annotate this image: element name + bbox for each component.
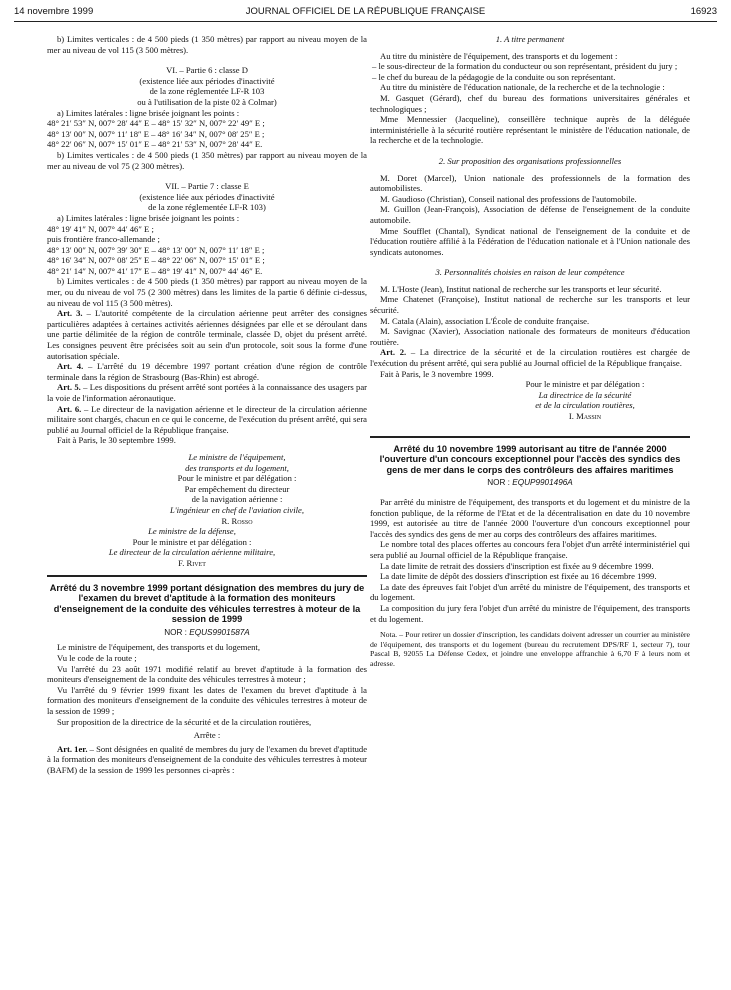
subsection-title: 1. A titre permanent [495, 34, 565, 44]
paragraph: La composition du jury fera l'objet d'un arrêté du ministre de l'équipement, des transports et du logement. [370, 602, 690, 624]
signature-line: La directrice de la sécurité [538, 389, 632, 400]
nor-label: NOR : [487, 478, 513, 488]
signature-line: Pour le ministre et par délégation : [132, 536, 252, 547]
paragraph: Mme Chatenet (Françoise), Institut national de recherche sur les transports et leur sécurité. [370, 294, 690, 316]
coordinates-line: 48° 19′ 41″ N, 007° 44′ 46″ E ; [47, 223, 154, 234]
left-column [47, 34, 367, 776]
article-text: – L'arrêté du 19 décembre 1997 portant création d'une région de contrôle terminale dans la région de Strasbourg (Bas-Rhin) est abrogé. [47, 361, 367, 382]
paragraph: Le nombre total des places offertes au concours fera l'objet d'un arrêté interministériel qui sera publié au Journal officiel de la République française. [370, 539, 690, 560]
done-at: Fait à Paris, le 30 septembre 1999. [57, 435, 176, 446]
coordinates-line: 48° 13′ 00″ N, 007° 39′ 30″ E – 48° 13′ 00″ N, 007° 11′ 18″ E ; [47, 244, 265, 255]
paragraph: M. L'Hoste (Jean), Institut national de recherche sur les transports et leur sécurité. [380, 283, 662, 294]
article-text: – Le directeur de la navigation aérienne et le directeur de la circulation aérienne militaire sont chargés, chacun en ce qui le concerne, de l'exécution du présent arrêté, qui sera publié au Journal officiel de la République française. [47, 403, 367, 435]
paragraph: La date limite de dépôt des dossiers d'inscription est fixée au 16 décembre 1999. [380, 571, 657, 582]
signature-line: Pour le ministre et par délégation : [525, 379, 645, 390]
coordinates-line: 48° 13′ 00″ N, 007° 11′ 18″ E – 48° 16′ 34″ N, 007° 08′ 25″ E ; [47, 128, 265, 139]
signature-line: des transports et du logement, [185, 462, 289, 473]
paragraph: Mme Soufflet (Chantal), Syndicat national de l'enseignement de la conduite et de l'éducation routière affilié à la Fédération de l'éducation nationale et à l'Union nationale des syndicats autonomes. [370, 225, 690, 257]
paragraph: Par arrêté du ministre de l'équipement, des transports et du logement et du ministre de la fonction publique, de la réforme de l'Etat et de la décentralisation en date du 10 novembre 1999, est autorisée au titre de l'année 2000 l'ouverture d'un concours exceptionnel pour l'accès des syndics des gens de mer au corps des contrôleurs des affaires maritimes. [370, 496, 690, 539]
subsection-title: 2. Sur proposition des organisations professionnelles [438, 155, 622, 166]
paragraph: b) Limites verticales : de 4 500 pieds (1 350 mètres) par rapport au niveau moyen de la mer au niveau de vol 75 (2 300 mètres). [47, 149, 367, 171]
article-label: Art. 3. [57, 308, 83, 319]
text-line: (existence liée aux périodes d'inactivité [139, 75, 275, 86]
coordinates-line: 48° 16′ 34″ N, 007° 08′ 25″ E – 48° 22′ 06″ N, 007° 15′ 01″ E ; [47, 255, 265, 266]
arrete-heading: Arrête : [193, 730, 221, 741]
header-date: 14 novembre 1999 [14, 6, 94, 17]
text-line: ou à l'utilisation de la piste 02 à Colmar) [137, 96, 277, 107]
article-text: – Sont désignées en qualité de membres du jury de l'examen du brevet d'aptitude à la formation des moniteurs d'enseignement de la conduite des véhicules terrestres à moteur (BAFM) de la session de 1999 les personnes ci-après : [47, 743, 368, 775]
header-page-number: 16923 [690, 6, 717, 17]
paragraph: Vu l'arrêté du 9 février 1999 fixant les dates de l'examen du brevet d'aptitude à la formation des moniteurs d'enseignement de la conduite des véhicules terrestres à moteur de la session de 1999 ; [47, 684, 367, 717]
article-4 [47, 361, 367, 382]
nor-code: EQUP9901496A [512, 478, 573, 488]
signature-line: de la navigation aérienne : [191, 494, 283, 505]
paragraph: M. Catala (Alain), association L'École de conduite française. [380, 315, 590, 326]
signatory-name: R. Rosso [221, 515, 253, 526]
nota-note: Nota. – Pour retirer un dossier d'inscription, les candidats doivent adresser un courrier au ministère de l'équipement, des transports et du logement (bureau du recrutement DPS/RF 1, secteur 7), tour Pascal B, 92055 La Défense Cedex, et joindre une enveloppe affranchie à 6,70 F à leurs nom et adresse. [370, 630, 690, 668]
paragraph: Le ministre de l'équipement, des transports et du logement, [57, 642, 260, 653]
coordinates-line: puis frontière franco-allemande ; [47, 234, 160, 245]
signatory-name: F. Rivet [178, 557, 206, 568]
paragraph: M. Guillon (Jean-François), Association de défense de l'enseignement de la conduite automobile. [370, 204, 690, 225]
nor-reference [370, 478, 690, 489]
nor-reference [47, 628, 367, 639]
page-header [14, 6, 717, 20]
paragraph: Vu le code de la route ; [57, 653, 137, 664]
paragraph: M. Savignac (Xavier), Association nationale des formateurs de moniteurs d'éducation routière. [370, 326, 690, 347]
text-line: de la zone réglementée LF-R 103 [149, 86, 265, 97]
paragraph: b) Limites verticales : de 4 500 pieds (1 350 mètres) par rapport au niveau moyen de la mer, ou du niveau de vol 75 (2 300 mètres) dans les limites de la partie 6 définie ci-dessus, au niveau de vol 115 (3 500 mètres). [47, 276, 367, 308]
header-journal-title: JOURNAL OFFICIEL DE LA RÉPUBLIQUE FRANÇAISE [245, 6, 486, 17]
coordinates-line: 48° 21′ 53″ N, 007° 28′ 44″ E – 48° 15′ 32″ N, 007° 22′ 49″ E ; [47, 118, 265, 129]
article-text: – La directrice de la sécurité et de la circulation routières est chargée de l'exécution du présent arrêté, qui sera publié au Journal officiel de la République française. [370, 347, 690, 369]
article-3 [47, 308, 367, 361]
paragraph: M. Doret (Marcel), Union nationale des professionnels de la formation des automobilistes. [370, 172, 690, 194]
list-item: – le chef du bureau de la pédagogie de la conduite ou son représentant. [372, 71, 616, 82]
done-at: Fait à Paris, le 3 novembre 1999. [380, 368, 494, 379]
decree-title: Arrêté du 10 novembre 1999 autorisant au titre de l'année 2000 l'ouverture d'un concours exceptionnel pour l'accès des syndics des gens de mer dans le corps des contrôleurs des affaires maritimes [379, 443, 681, 475]
paragraph: Mme Mennessier (Jacqueline), conseillère technique auprès de la déléguée interministérielle à la sécurité routière représentant le ministère de l'éducation nationale, de la recherche et de la technologie. [370, 114, 690, 146]
paragraph: M. Gaudioso (Christian), Conseil national des professions de l'automobile. [380, 193, 637, 204]
signature-block [370, 379, 690, 421]
paragraph: Au titre du ministère de l'éducation nationale, de la recherche et de la technologie : [380, 82, 665, 93]
signature-line: Le directeur de la circulation aérienne militaire, [108, 547, 276, 558]
signature-line: Le ministre de l'équipement, [188, 451, 286, 462]
article-5 [47, 382, 367, 403]
subsection-title: 3. Personnalités choisies en raison de leur compétence [435, 267, 625, 278]
signature-line: L'ingénieur en chef de l'aviation civile, [170, 504, 304, 515]
coordinates-line: 48° 21′ 14″ N, 007° 41′ 17″ E – 48° 19′ 41″ N, 007° 44′ 46″ E. [47, 265, 263, 276]
article-label: Art. 5. [57, 382, 81, 393]
article-text: – L'autorité compétente de la circulation aérienne peut arrêter des consignes particulières adaptées à certaines activités aériennes désignées par elle et se déroulant dans une partie délimitée de la région de contrôle terminale, classée D, objet du présent arrêté. Les consignes peuvent être précisées soit au sein d'un protocole, soit sous la forme d'une autorisation spéciale. [47, 308, 367, 361]
article-label: Art. 2. [380, 347, 407, 358]
paragraph: a) Limites latérales : ligne brisée joignant les points : [57, 212, 240, 223]
decree-title: Arrêté du 3 novembre 1999 portant désignation des membres du jury de l'examen du brevet d'aptitude à la formation des moniteurs d'enseignement de la conduite des véhicules terrestres à moteur de la session de 1999 [49, 582, 365, 625]
article-label: Art. 1er. [57, 743, 88, 754]
list-item: – le sous-directeur de la formation du conducteur ou son représentant, président du jury ; [372, 61, 678, 72]
article-1 [47, 744, 367, 776]
paragraph: b) Limites verticales : de 4 500 pieds (1 350 mètres) par rapport au niveau moyen de la mer au niveau de vol 115 (3 500 mètres). [47, 34, 367, 55]
paragraph: Au titre du ministère de l'équipement, des transports et du logement : [380, 50, 618, 61]
article-2 [370, 347, 690, 368]
signature-line: Pour le ministre et par délégation : [177, 473, 297, 484]
header-rule [14, 21, 717, 22]
article-label: Art. 4. [57, 361, 84, 372]
paragraph: La date des épreuves fait l'objet d'un arrêté du ministre de l'équipement, des transports et du logement. [370, 581, 690, 603]
article-text: – Les dispositions du présent arrêté sont portées à la connaissance des usagers par la voie de l'information aéronautique. [47, 382, 368, 403]
section-divider [47, 575, 367, 577]
signature-block [47, 452, 367, 526]
section-title: VI. – Partie 6 : classe D [166, 65, 248, 76]
paragraph: a) Limites latérales : ligne brisée joignant les points : [57, 107, 240, 118]
coordinates-line: 48° 22′ 06″ N, 007° 15′ 01″ E – 48° 21′ 53″ N, 007° 28′ 44″ E. [47, 139, 263, 150]
signature-block [47, 526, 367, 568]
signature-line: et de la circulation routières, [535, 400, 635, 411]
signature-line: Par empêchement du directeur [184, 483, 290, 494]
paragraph: M. Gasquet (Gérard), chef du bureau des formations universitaires générales et technologiques ; [370, 92, 690, 114]
paragraph: Vu l'arrêté du 23 août 1971 modifié relatif au brevet d'aptitude à la formation des moniteurs d'enseignement de la conduite des véhicules terrestres à moteur ; [47, 663, 367, 685]
section-title: VII. – Partie 7 : classe E [165, 181, 249, 192]
paragraph: La date limite de retrait des dossiers d'inscription est fixée au 9 décembre 1999. [380, 560, 654, 571]
text-line: de la zone réglementée LF-R 103) [148, 202, 266, 213]
right-column [370, 34, 690, 668]
signature-line: Le ministre de la défense, [148, 526, 236, 537]
text-line: (existence liée aux périodes d'inactivité [139, 191, 275, 202]
section-divider [370, 436, 690, 438]
signatory-name: I. Massin [568, 411, 602, 421]
article-6 [47, 404, 367, 436]
paragraph: Sur proposition de la directrice de la sécurité et de la circulation routières, [57, 716, 312, 727]
nor-code: EQUS9901587A [189, 627, 250, 637]
nor-label: NOR : [164, 627, 190, 637]
article-label: Art. 6. [57, 403, 82, 414]
